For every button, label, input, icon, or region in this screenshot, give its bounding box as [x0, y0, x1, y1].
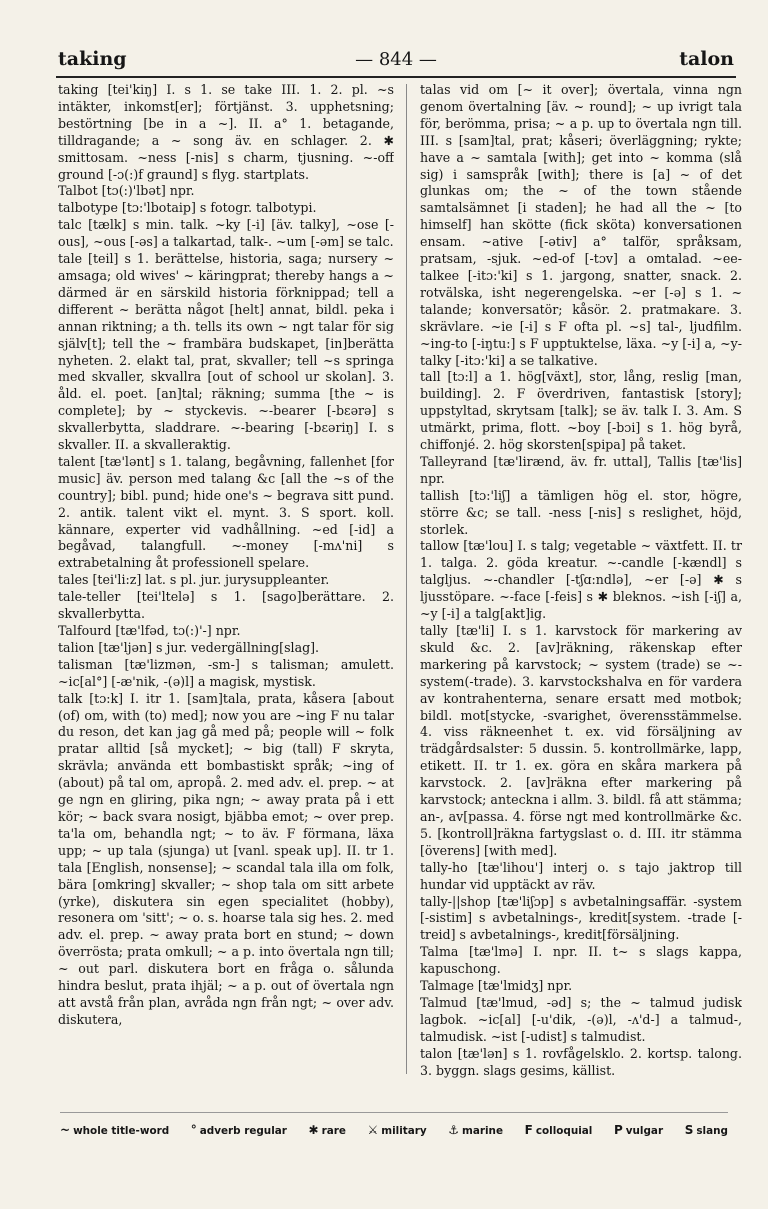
letter-f-icon: F: [524, 1123, 533, 1137]
entry-talma: Talma [tæ'lmə] I. npr. II. t~ s slags kappa, kapuschong.: [420, 944, 742, 977]
legend-item: P vulgar: [613, 1123, 664, 1137]
entry-tale-teller: tale-teller [tei'ltelə] s 1. [sago]berättare. 2. skvallerbytta.: [58, 589, 394, 622]
entry-talbotype: talbotype [tɔ:'lbotaip] s fotogr. talbotypi.: [58, 200, 317, 216]
degree-icon: °: [190, 1123, 197, 1137]
tilde-icon: ~: [60, 1123, 71, 1137]
legend-item: S slang: [684, 1123, 728, 1137]
entry-tales: tales [tei'li:z] lat. s pl. jur. jurysuppleanter.: [58, 572, 330, 588]
letter-s-icon: S: [684, 1123, 694, 1137]
entry-talon: talon [tæ'lən] s 1. rovfågelsklo. 2. kortsp. talong. 3. byggn. slags gesims, källist.: [420, 1045, 742, 1078]
entry-talisman: talisman [tæ'lizmən, -sm-] s talisman; amulett. ~ic[al°] [-æ'nik, -(ə)l] a magisk, mystisk.: [58, 656, 394, 689]
legend-item: ⚓ marine: [448, 1123, 504, 1137]
legend-item: ° adverb regular: [190, 1123, 287, 1137]
right-column: [420, 82, 742, 1082]
legend-item: ~ whole title-word: [60, 1123, 170, 1137]
entry-tally: tally [tæ'li] I. s 1. karvstock för markering av skuld &c. 2. [av]räkning, räkenskap efter markering på karvstock; ~ system (trade) se ~-system(-trade). 3. karvstockshalva en för vardera av kontrahenterna, senare ersatt med motbok; bildl. mot[stycke, -svarighet, överensstämmelse. 4. viss räkneenhet t. ex. vid försäljning av trädgårdsalster: 5 dussin. 5. kontrollmärke, lapp, etikett. II. tr 1. ex. göra en skåra markera på karvstock. 2. [av]räkna efter markering på karvstock; anteckna i allm. 3. bildl. få att stämma; an-, av[passa. 4. förse ngt med kontrollmärke &c. 5. [kontroll]räkna fartygslast o. d. III. itr stämma [överens] [with med].: [420, 623, 742, 858]
entry-talion: talion [tæ'ljən] s jur. vedergällning[slag].: [58, 639, 320, 655]
entry-tale: tale [teil] s 1. berättelse, historia, saga; nursery ~ amsaga; old wives' ~ käringprat; thereby hangs a ~ därmed är en särskild historia förknippad; tell a different ~ berätta något [helt] annat, bildl. peka i annan riktning; a th. tells its own ~ ngt talar för sig själv[t]; tell the ~ frambära budskapet, [in]berätta nyheten. 2. elakt tal, prat, skvaller; tell ~s springa med skvaller, skvallra [out of school ur skolan]. 3. åld. el. poet. [an]tal; räkning; summa [the ~ is complete]; by ~ styckevis. ~-bearer [-bɛərə] s skvallerbytta, sladdrare. ~-bearing [-bɛəriŋ] I. s skvaller. II. a skvalleraktig.: [58, 251, 394, 453]
page-header: [56, 46, 736, 78]
entry-talent: talent [tæ'lənt] s 1. talang, begåvning, fallenhet [for music] äv. person med talang &c [all the ~s of the country]; bibl. pund; hide one's ~ begrava sitt pund. 2. antik. talent vikt el. mynt. 3. S sport. koll. kännare, experter vid vadhållning. ~ed [-id] a begåvad, talangfull. ~-money [-mʌ'ni] s extrabetalning åt professionell spelare.: [58, 453, 394, 571]
entry-tally-shop: tally-||shop [tæ'liʃɔp] s avbetalningsaffär. -system [-sistim] s avbetalnings-, kredit[system. -trade [-treid] s avbetalnings-, kredit[försäljning.: [420, 893, 742, 943]
legend-item: F colloquial: [524, 1123, 593, 1137]
entry-tally-ho: tally-ho [tæ'lihou'] interj o. s tajo jaktrop till hundar vid upptäckt av räv.: [420, 859, 742, 892]
letter-p-icon: P: [613, 1123, 623, 1137]
entry-taking: taking [tei'kiŋ] I. s 1. se take III. 1. 2. pl. ~s intäkter, inkomst[er]; förtjänst. 3. upphetsning; bestörtning [be in a ~]. II. a° 1. betagande, tilldragande; a ~ song äv. en schlager. 2. ✱ smittosam. ~ness [-nis] s charm, tjusning. ~-off ground [-ɔ(:)f graund] s flyg. startplats.: [58, 82, 394, 182]
entry-tall: tall [tɔ:l] a 1. hög[växt], stor, lång, reslig [man, building]. 2. F överdriven, fantastisk [story]; uppstyltad, skrytsam [talk]; se äv. talk I. 3. Am. S utmärkt, prima, flott. ~boy [-bɔi] s 1. hög byrå, chiffonjé. 2. hög skorsten[spipa] på taket.: [420, 369, 742, 453]
rare-icon: ✱: [308, 1123, 319, 1137]
page-number: — 844 —: [355, 49, 437, 70]
column-divider: [406, 84, 407, 1074]
entry-tallish: tallish [tɔ:'liʃ] a tämligen hög el. stor, högre, större &c; se tall. -ness [-nis] s reslighet, höjd, storlek.: [420, 487, 742, 537]
entry-tallow: tallow [tæ'lou] I. s talg; vegetable ~ växtfett. II. tr 1. talga. 2. göda kreatur. ~-candle [-kændl] s talgljus. ~-chandler [-tʃɑ:ndlə], ~er [-ə] ✱ s ljusstöpare. ~-face [-feis] s ✱ bleknos. ~ish [-iʃ] a, ~y [-i] a talg[akt]ig.: [420, 538, 742, 622]
entry-talk-continued: talas vid om [~ it over]; övertala, vinna ngn genom övertalning [äv. ~ round]; ~ up ivrigt tala för, berömma, prisa; ~ a p. up to övertala ngn till. III. s [sam]tal, prat; kåseri; överläggning; rykte; have a ~ samtala [with]; get into ~ komma (slå sig) i samspråk [with]; there is [a] ~ of det glunkas om; the ~ of the town stående samtalsämnet [i staden]; he had all the ~ [to himself] han skötte (fick sköta) konversationen ensam. ~ative [-ətiv] a° talför, språksam, pratsam, -sjuk. ~ed-of [-tɔv] a omtalad. ~ee-talkee [-itɔ:'ki] s 1. jargong, snatter, snack. 2. rotvälska, isht negerengelska. ~er [-ə] s 1. ~ talande; konversatör; kåsör. 2. pratmakare. 3. skrävlare. ~ie [-i] s F ofta pl. ~s] tal-, ljudfilm. ~ing-to [-iŋtu:] s F upptuktelse, läxa. ~y [-i] a, ~y-talky [-itɔ:'ki] a se talkative.: [420, 82, 742, 368]
left-column: [58, 82, 394, 1082]
entry-talfourd: Talfourd [tæ'lfəd, tɔ(:)'-] npr.: [58, 623, 241, 638]
symbol-legend: [60, 1112, 728, 1141]
right-guide-word: talon: [679, 48, 734, 70]
entry-talmage: Talmage [tæ'lmidʒ] npr.: [420, 978, 573, 994]
legend-item: ⚔ military: [367, 1123, 427, 1137]
legend-item: ✱ rare: [308, 1123, 346, 1137]
anchor-icon: ⚓: [448, 1123, 460, 1137]
crossed-swords-icon: ⚔: [367, 1123, 379, 1137]
entry-talmud: Talmud [tæ'lmud, -əd] s; the ~ talmud judisk lagbok. ~ic[al] [-u'dik, -(ə)l, -ʌ'd-] a talmud-, talmudisk. ~ist [-udist] s talmudist.: [420, 994, 742, 1044]
entry-talk: talk [tɔ:k] I. itr 1. [sam]tala, prata, kåsera [about (of) om, with (to) med]; now you are ~ing F nu talar du reson, det kan jag gå med på; people will ~ folk pratar alltid [så mycket]; ~ big (tall) F skryta, skrävla; använda ett bombastiskt språk; ~ing of (about) på tal om, apropå. 2. med adv. el. prep. ~ at ge ngn en gliring, pika ngn; ~ away prata på i ett kör; ~ back svara nosigt, bjäbba emot; ~ over prep. ta'la om, behandla ngt; ~ to äv. F förmana, läxa upp; ~ up tala (sjunga) ut [vanl. speak up]. II. tr 1. tala [English, nonsense]; ~ scandal tala illa om folk, bära [omkring] skvaller; ~ shop tala om sitt arbete (yrke), diskutera sin egen specialitet (hobby), resonera om 'sitt'; ~ o. s. hoarse tala sig hes. 2. med adv. el. prep. ~ away prata bort en stund; ~ down överrösta; prata omkull; ~ a p. into övertala ngn till; ~ out parl. diskutera bort en fråga o. sålunda hindra beslut, prata ihjäl; ~ a p. out of övertala ngn att avstå från plan, avråda ngn från ngt; ~ over adv. diskutera,: [58, 690, 394, 1027]
entry-talc: talc [tælk] s min. talk. ~ky [-i] [äv. talky], ~ose [-ous], ~ous [-əs] a talkartad, talk-. ~um [-əm] se talc.: [58, 217, 394, 250]
left-guide-word: taking: [58, 48, 127, 70]
entry-talleyrand: Talleyrand [tæ'lirænd, äv. fr. uttal], Tallis [tæ'lis] npr.: [420, 453, 742, 486]
entry-talbot: Talbot [tɔ(:)'lbət] npr.: [58, 183, 195, 199]
